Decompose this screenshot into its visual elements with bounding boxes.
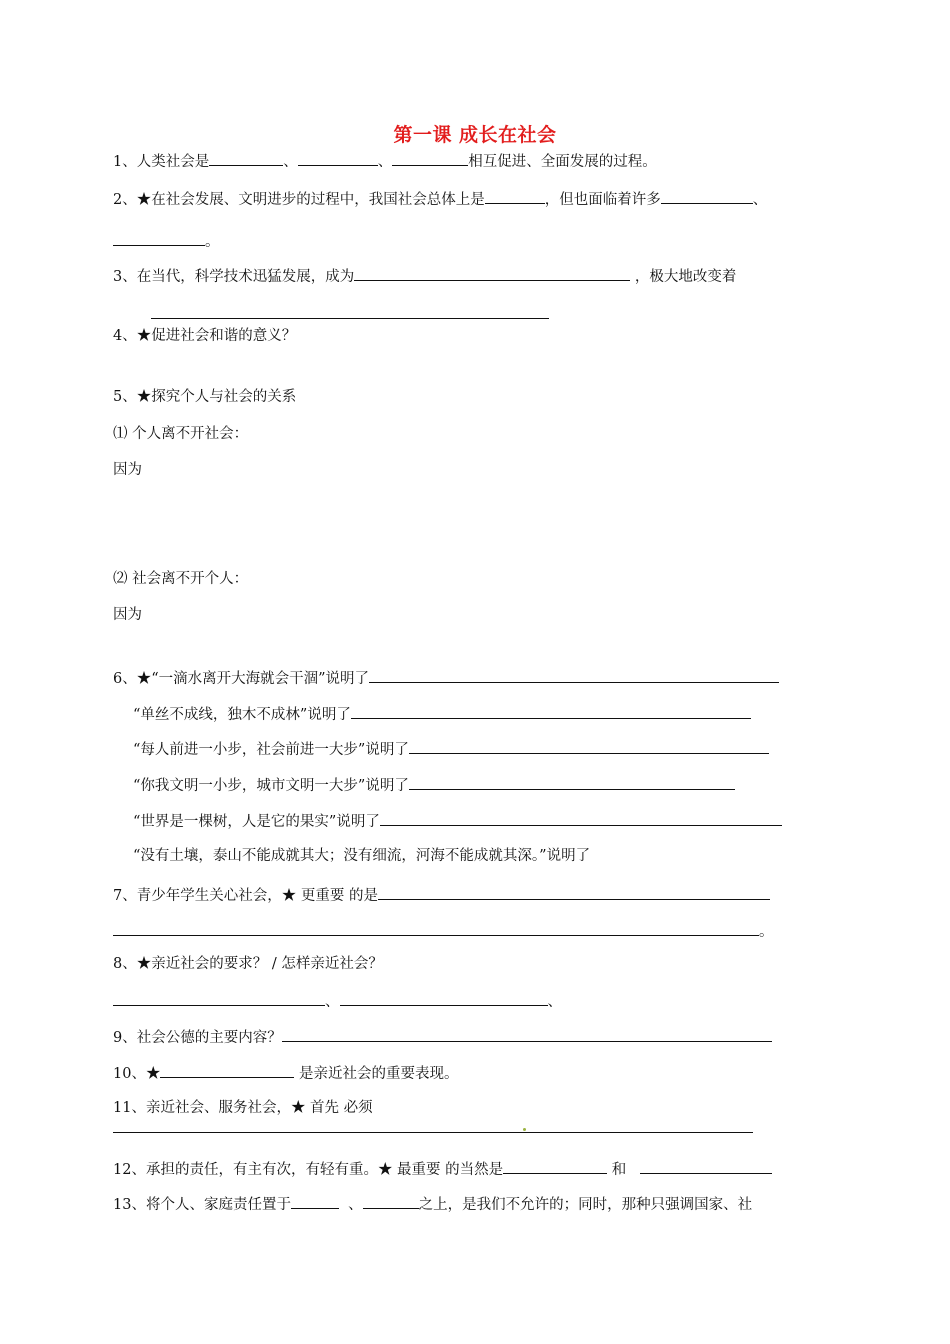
q1-number: 1、: [113, 154, 137, 170]
q5-number: 5、: [113, 389, 137, 405]
q13-text-a: 将个人、家庭责任置于: [145, 1197, 291, 1213]
question-6: [113, 667, 779, 689]
q6-blank-4[interactable]: [409, 774, 735, 790]
q6-row-2: [133, 703, 751, 725]
q6-blank-2[interactable]: [351, 703, 751, 719]
q9-text: 社会公德的主要内容？: [136, 1030, 282, 1046]
q10-number: 10、: [113, 1066, 146, 1082]
q1-sep-1: 、: [283, 154, 298, 170]
q5-part-1: ⑴ 个人离不开社会：: [113, 426, 249, 442]
question-5: [113, 387, 296, 407]
question-7-cont: [113, 920, 774, 942]
q1-blank-2[interactable]: [298, 150, 378, 166]
q10-blank-1[interactable]: [160, 1062, 294, 1078]
q12-number: 12、: [113, 1162, 146, 1178]
q7-blank-1[interactable]: [378, 884, 770, 900]
q11-number: 11、: [113, 1100, 146, 1116]
question-1: [113, 150, 657, 172]
question-12: [113, 1158, 772, 1180]
question-9: [113, 1026, 772, 1048]
q3-answer-line[interactable]: [151, 318, 549, 319]
q6-blank-5[interactable]: [380, 810, 782, 826]
q13-blank-2[interactable]: [363, 1193, 419, 1209]
q8-blank-1[interactable]: [113, 990, 325, 1006]
q2-blank-1[interactable]: [485, 188, 545, 204]
q5-part-2: ⑵ 社会离不开个人：: [113, 571, 249, 587]
q3-text-a: 在当代，科学技术迅猛发展，成为: [136, 269, 355, 285]
q5-because-2: 因为: [113, 607, 142, 623]
q3-number: 3、: [113, 269, 137, 285]
q6-row-6: [133, 846, 590, 866]
q13-number: 13、: [113, 1197, 146, 1213]
scan-speck: [523, 1128, 526, 1131]
q2-blank-2[interactable]: [661, 188, 753, 204]
q6-item-6: “没有土壤，泰山不能成就其大；没有细流，河海不能成就其深。”说明了: [133, 848, 591, 864]
q4-number: 4、: [113, 328, 137, 344]
q3-blank-1[interactable]: [354, 265, 630, 281]
q12-and: 和: [611, 1162, 627, 1178]
q12-blank-1[interactable]: [503, 1158, 607, 1174]
q8-blank-2[interactable]: [340, 990, 548, 1006]
page-title: 第一课 成长在社会: [393, 124, 557, 146]
q10-star: ★: [145, 1066, 161, 1082]
q6-item-4: “你我文明一小步，城市文明一大步”说明了: [133, 778, 409, 794]
question-8-answers: [113, 990, 562, 1012]
q6-row-3: [133, 738, 769, 760]
q11-text: 亲近社会、服务社会，★ 首先 必须: [145, 1100, 373, 1116]
q2-text-b: ，但也面临着许多: [544, 192, 661, 208]
q5-because-1: 因为: [113, 462, 142, 478]
q3-text-b: ，极大地改变着: [634, 269, 737, 285]
q6-number: 6、: [113, 671, 137, 687]
q8-number: 8、: [113, 956, 137, 972]
question-7: [113, 884, 770, 906]
q8-text: ★亲近社会的要求？ / 怎样亲近社会？: [136, 956, 383, 972]
q2-end: 。: [205, 234, 220, 250]
q6-item-5: “世界是一棵树，人是它的果实”说明了: [133, 814, 380, 830]
q6-blank-1[interactable]: [369, 667, 779, 683]
q5-text: ★探究个人与社会的关系: [136, 389, 297, 405]
q13-text-b: 之上，是我们不允许的；同时，那种只强调国家、社: [418, 1197, 753, 1213]
question-2-cont: [113, 230, 220, 252]
q6-item-2: “单丝不成线，独木不成林”说明了: [133, 707, 351, 723]
q13-sep: 、: [348, 1197, 363, 1213]
q2-text-c: 、: [752, 192, 768, 208]
q1-sep-2: 、: [377, 154, 393, 170]
q1-blank-1[interactable]: [209, 150, 283, 166]
question-3: [113, 265, 736, 287]
q8-sep-2: 、: [547, 994, 562, 1010]
q2-number: 2、: [113, 192, 137, 208]
q12-text: 承担的责任，有主有次，有轻有重。★ 最重要 的当然是: [145, 1162, 504, 1178]
q1-tail: 相互促进、全面发展的过程。: [468, 154, 657, 170]
question-10: [113, 1062, 459, 1084]
q4-text: ★促进社会和谐的意义？: [136, 328, 297, 344]
q1-blank-3[interactable]: [392, 150, 468, 166]
question-2: [113, 188, 767, 210]
question-11: [113, 1098, 373, 1118]
q6-item-3: “每人前进一小步，社会前进一大步”说明了: [133, 742, 409, 758]
q7-text: 青少年学生关心社会，★ 更重要 的是: [136, 888, 378, 904]
question-4: [113, 326, 296, 346]
question-13: [113, 1193, 752, 1215]
q9-blank-1[interactable]: [282, 1026, 772, 1042]
q2-text-a: ★在社会发展、文明进步的过程中，我国社会总体上是: [136, 192, 485, 208]
q7-end: 。: [759, 924, 774, 940]
question-8: [113, 954, 383, 974]
q6-row-5: [133, 810, 782, 832]
q6-row-4: [133, 774, 735, 796]
q13-blank-1[interactable]: [291, 1193, 339, 1209]
q7-blank-2[interactable]: [113, 920, 759, 936]
q8-sep-1: 、: [325, 994, 340, 1010]
q10-text: 是亲近社会的重要表现。: [294, 1066, 459, 1082]
q6-item-1: ★“一滴水离开大海就会干涸”说明了: [136, 671, 370, 687]
q1-text: 人类社会是: [136, 154, 210, 170]
q6-blank-3[interactable]: [409, 738, 769, 754]
q7-number: 7、: [113, 888, 137, 904]
q2-blank-3[interactable]: [113, 230, 205, 246]
q9-number: 9、: [113, 1030, 137, 1046]
q12-blank-2[interactable]: [640, 1158, 772, 1174]
q11-answer-line[interactable]: [113, 1132, 753, 1133]
